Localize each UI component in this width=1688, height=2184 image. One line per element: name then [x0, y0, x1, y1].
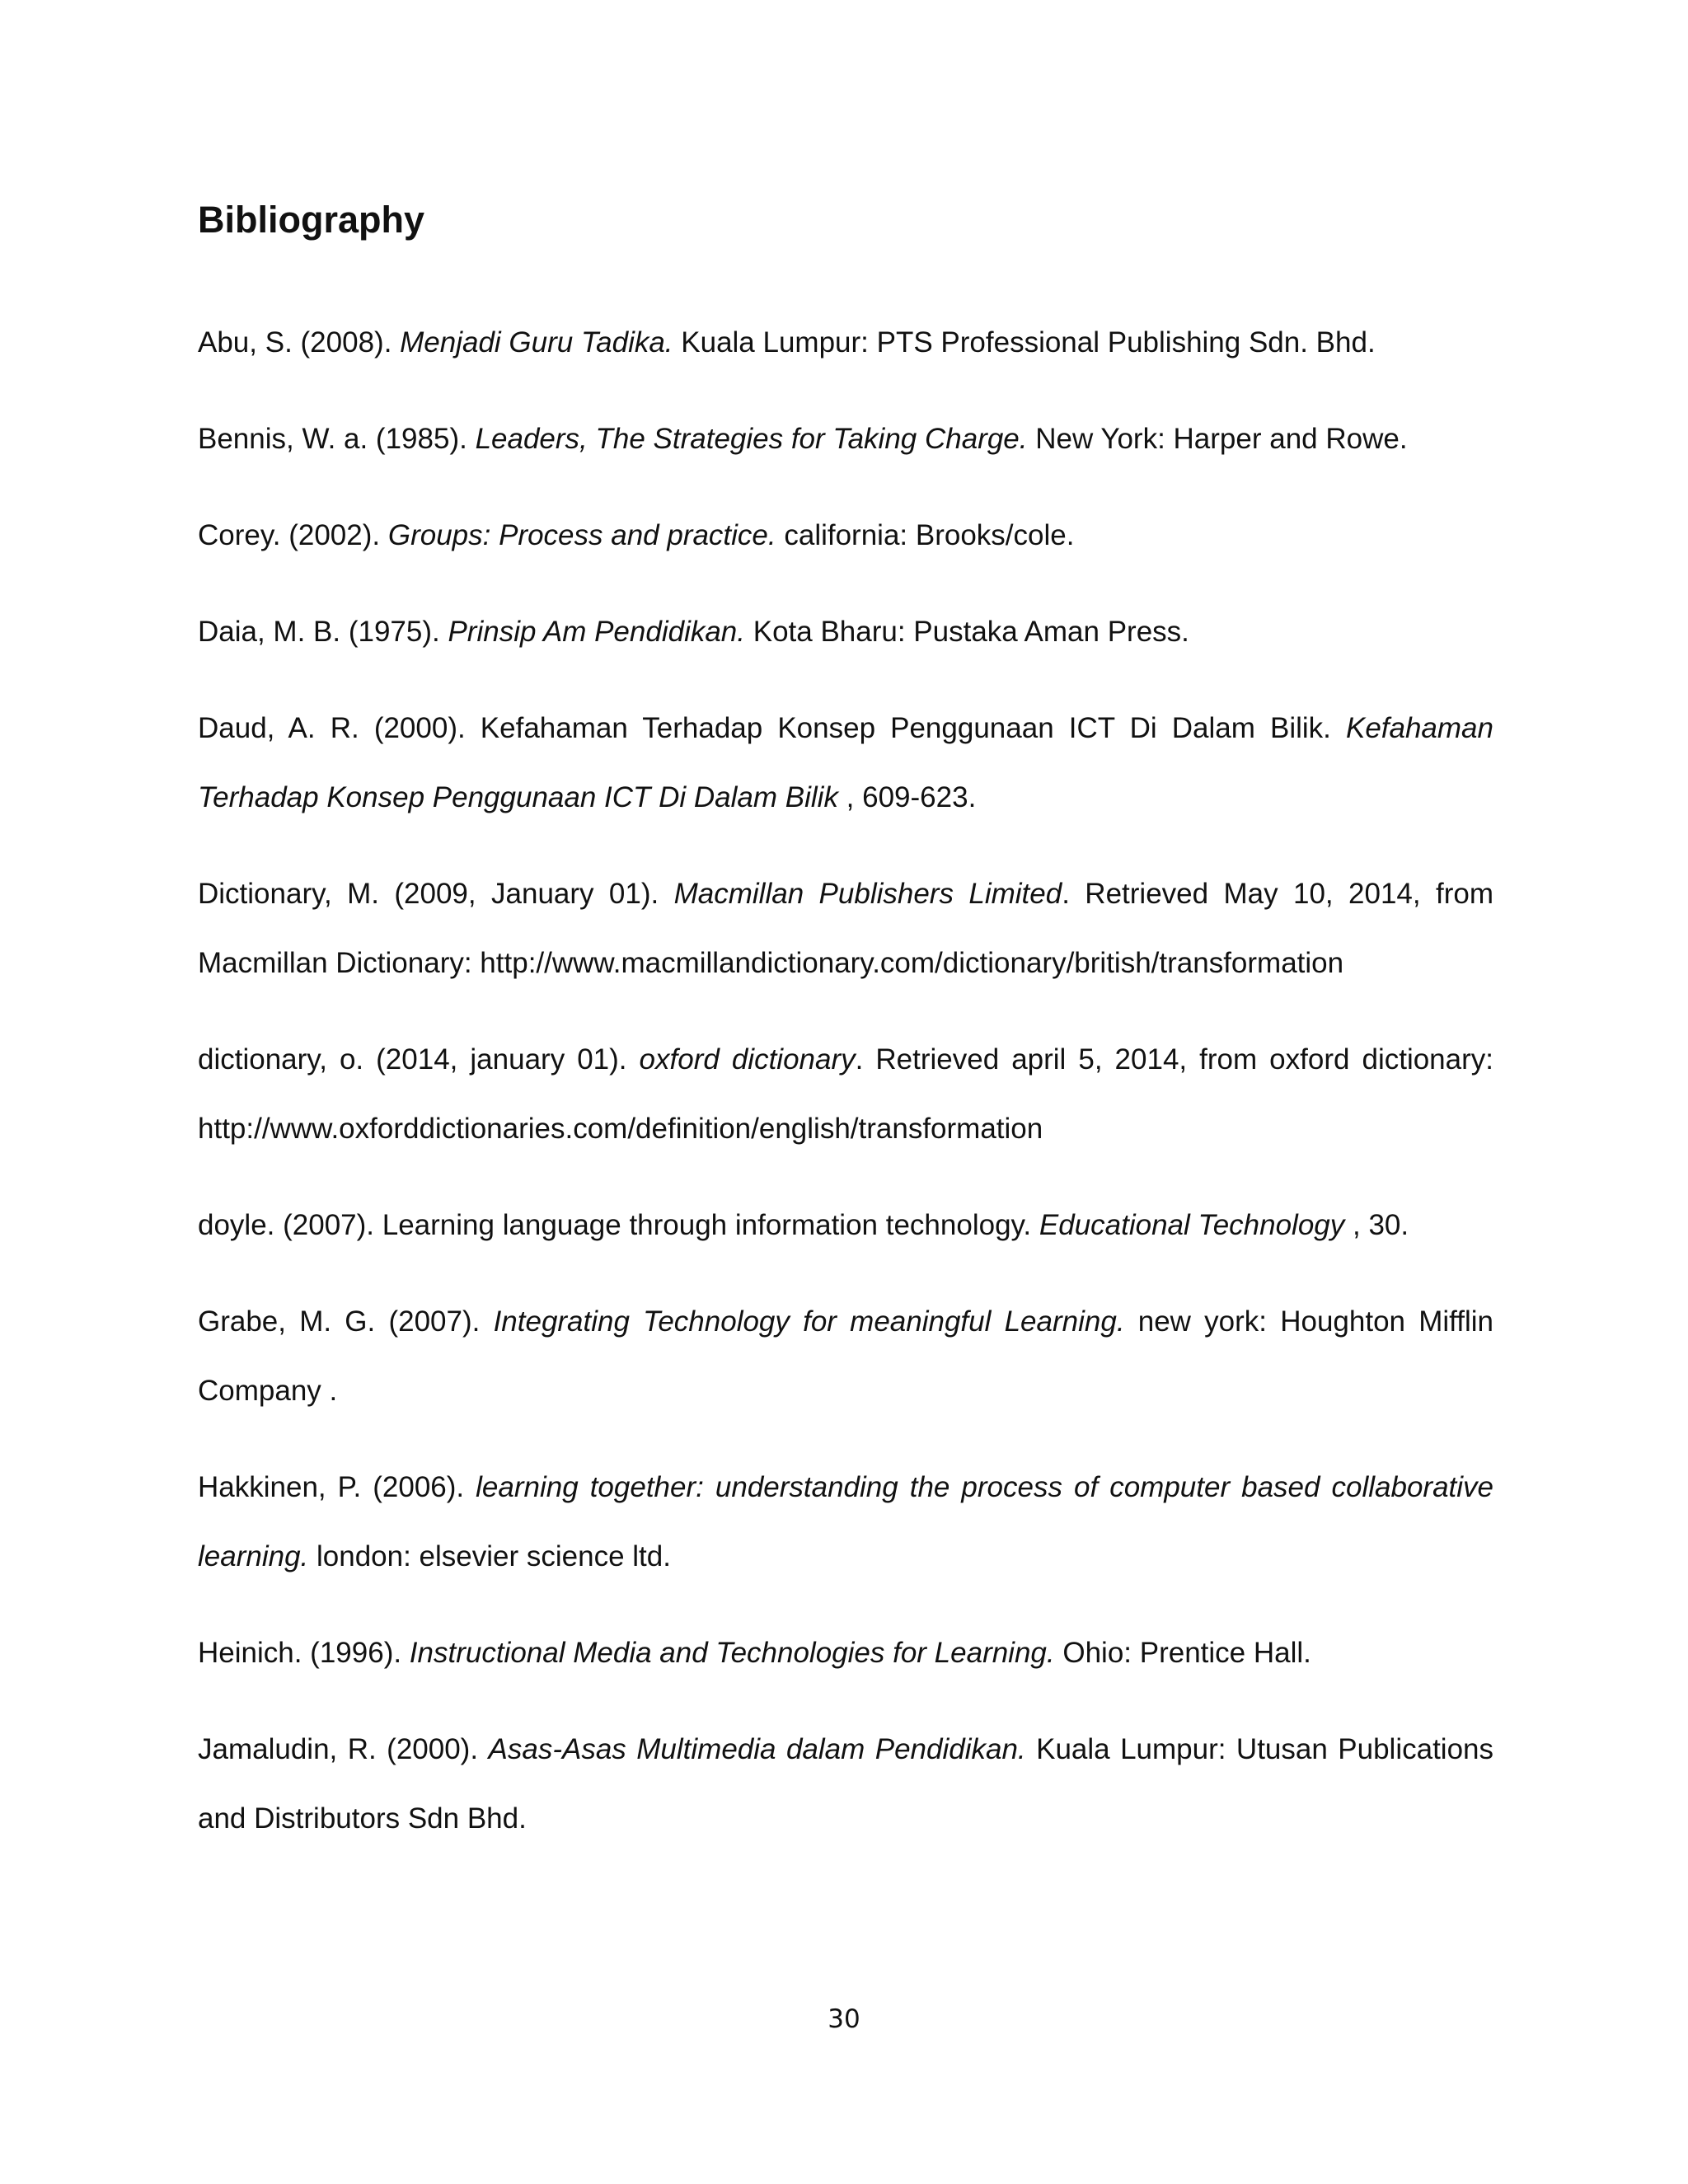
entry-title: Educational Technology — [1039, 1209, 1345, 1241]
entry-author: Corey. (2002). — [198, 519, 388, 551]
entry-author: Jamaludin, R. (2000). — [198, 1733, 489, 1765]
bibliography-entry — [198, 598, 1493, 667]
bibliography-list — [198, 308, 1493, 1881]
entry-author: Heinich. (1996). — [198, 1637, 410, 1669]
bibliography-entry — [198, 405, 1493, 474]
entry-title: oxford dictionary — [639, 1043, 856, 1076]
page-title: Bibliography — [198, 199, 425, 241]
page-number: 30 — [828, 2004, 860, 2034]
entry-publisher: New York: Harper and Rowe. — [1027, 423, 1408, 455]
entry-title: learning together: understanding the process of computer based collaborative learning. — [198, 1471, 1493, 1572]
entry-title: Asas-Asas Multimedia dalam Pendidikan. — [488, 1733, 1026, 1765]
entry-author: Bennis, W. a. (1985). — [198, 423, 476, 455]
entry-author: Daia, M. B. (1975). — [198, 616, 448, 648]
entry-publisher: . Retrieved april 5, 2014, from oxford dictionary: http://www.oxforddictionaries.com/definition/english/transformation — [198, 1043, 1493, 1145]
bibliography-entry — [198, 1715, 1493, 1854]
entry-author: Dictionary, M. (2009, January 01). — [198, 878, 674, 910]
entry-author: doyle. (2007). Learning language through information technology. — [198, 1209, 1039, 1241]
entry-title: Integrating Technology for meaningful Learning. — [493, 1305, 1125, 1338]
entry-publisher: Ohio: Prentice Hall. — [1054, 1637, 1311, 1669]
entry-publisher: Kuala Lumpur: PTS Professional Publishing Sdn. Bhd. — [673, 326, 1376, 359]
bibliography-entry — [198, 1453, 1493, 1591]
bibliography-entry — [198, 501, 1493, 570]
entry-title: Macmillan Publishers Limited — [673, 878, 1062, 910]
bibliography-entry — [198, 694, 1493, 832]
entry-publisher: Kota Bharu: Pustaka Aman Press. — [745, 616, 1189, 648]
entry-title: Leaders, The Strategies for Taking Charge. — [475, 423, 1028, 455]
entry-publisher: . Retrieved May 10, 2014, from Macmillan Dictionary: http://www.macmillandictionary.com/dictionary/british/transformation — [198, 878, 1494, 979]
entry-author: Grabe, M. G. (2007). — [198, 1305, 494, 1338]
bibliography-entry — [198, 1025, 1493, 1164]
entry-publisher: , 30. — [1344, 1209, 1409, 1241]
bibliography-entry — [198, 1191, 1493, 1260]
entry-publisher: new york: Houghton Mifflin Company . — [198, 1305, 1493, 1407]
entry-publisher: Kuala Lumpur: Utusan Publications and Distributors Sdn Bhd. — [198, 1733, 1493, 1835]
entry-title: Kefahaman Terhadap Konsep Penggunaan ICT Di Dalam Bilik — [198, 712, 1493, 813]
document-page — [198, 0, 1493, 2184]
entry-publisher: london: elsevier science ltd. — [308, 1540, 671, 1572]
entry-author: dictionary, o. (2014, january 01). — [198, 1043, 640, 1076]
entry-title: Groups: Process and practice. — [387, 519, 776, 551]
bibliography-entry — [198, 308, 1493, 377]
entry-title: Instructional Media and Technologies for Learning. — [409, 1637, 1055, 1669]
entry-author: Abu, S. (2008). — [198, 326, 401, 359]
entry-publisher: , 609-623. — [837, 781, 977, 813]
entry-title: Menjadi Guru Tadika. — [400, 326, 673, 359]
entry-publisher: california: Brooks/cole. — [776, 519, 1075, 551]
entry-author: Hakkinen, P. (2006). — [198, 1471, 476, 1503]
bibliography-entry — [198, 1619, 1493, 1688]
entry-title: Prinsip Am Pendidikan. — [448, 616, 745, 648]
entry-author: Daud, A. R. (2000). Kefahaman Terhadap Konsep Penggunaan ICT Di Dalam Bilik. — [198, 712, 1346, 744]
bibliography-entry — [198, 1287, 1493, 1426]
bibliography-entry — [198, 860, 1493, 998]
